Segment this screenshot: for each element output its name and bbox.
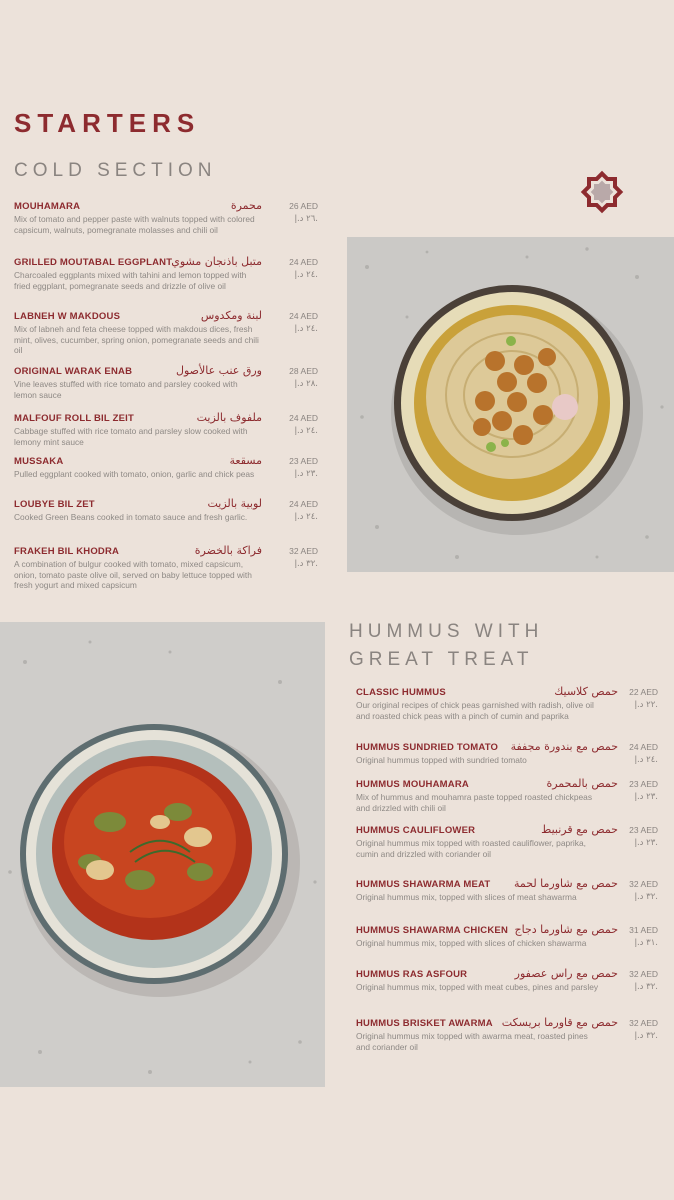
- menu-item-price: 26 AED: [289, 201, 318, 211]
- menu-item-arabic-name: حمص مع شاورما دجاج: [514, 923, 618, 936]
- menu-item-arabic-name: حمص بالمحمرة: [546, 777, 618, 790]
- menu-item-price-arabic: ٣١ د.إ.: [634, 938, 658, 948]
- hummus-bowl-image: [347, 237, 674, 572]
- menu-item-price-arabic: ٢٣ د.إ.: [634, 838, 658, 848]
- menu-item-price-arabic: ٣٢ د.إ.: [294, 559, 318, 569]
- menu-item-description: Mix of hummus and mouhamra paste topped roasted chickpeas and drizzled with chili oil: [356, 792, 593, 813]
- menu-item-name: LABNEH W MAKDOUS: [14, 311, 121, 322]
- menu-item-price: 24 AED: [629, 742, 658, 752]
- menu-item-arabic-name: مسقعة: [229, 454, 262, 467]
- menu-item-name: MALFOUF ROLL BIL ZEIT: [14, 413, 134, 424]
- star-logo-icon: [578, 168, 626, 216]
- menu-item-name: HUMMUS BRISKET AWARMA: [356, 1018, 493, 1029]
- menu-item-description: Cooked Green Beans cooked in tomato sauce and fresh garlic.: [14, 512, 248, 522]
- menu-item-description: Charcoaled eggplants mixed with tahini and lemon topped with fried eggplant, pomegranate seeds and drizzle of olive oil: [14, 270, 247, 291]
- menu-item-price: 28 AED: [289, 366, 318, 376]
- menu-item-name: HUMMUS RAS ASFOUR: [356, 969, 468, 980]
- menu-item-description: Original hummus mix, topped with slices of meat shawarma: [356, 892, 577, 902]
- menu-item-arabic-name: ملفوف بالزيت: [196, 411, 262, 424]
- hummus-section-heading: [349, 618, 649, 674]
- menu-item-description: Pulled eggplant cooked with tomato, onion, garlic and chick peas: [14, 469, 255, 479]
- menu-item-description: Original hummus topped with sundried tomato: [356, 755, 527, 765]
- menu-item-name: HUMMUS CAULIFLOWER: [356, 825, 476, 836]
- menu-item-arabic-name: ورق عنب عالأصول: [175, 364, 262, 377]
- menu-item-price-arabic: ٢٤ د.إ.: [294, 270, 318, 280]
- menu-item-arabic-name: حمص مع قرنبيط: [541, 823, 618, 836]
- menu-item-price: 32 AED: [629, 879, 658, 889]
- menu-item-name: GRILLED MOUTABAL EGGPLANT: [14, 257, 173, 268]
- menu-item-name: ORIGINAL WARAK ENAB: [14, 366, 133, 377]
- menu-item-description: Original hummus mix, topped with slices of chicken shawarma: [356, 938, 587, 948]
- okra-photo: [0, 622, 325, 1087]
- menu-item-price-arabic: ٢٤ د.إ.: [294, 512, 318, 522]
- menu-item-price: 32 AED: [289, 546, 318, 556]
- menu-item-name: HUMMUS SHAWARMA CHICKEN: [356, 925, 509, 936]
- menu-item-name: HUMMUS SUNDRIED TOMATO: [356, 742, 499, 753]
- menu-item-price: 22 AED: [629, 687, 658, 697]
- menu-item-price-arabic: ٢٣ د.إ.: [294, 469, 318, 479]
- menu-item-price: 31 AED: [629, 925, 658, 935]
- menu-item-description: A combination of bulgur cooked with tomato, mixed capsicum, onion, tomato paste olive oil, served on baby lettuce topped with fresh yogurt and mixed capsicum: [14, 559, 252, 591]
- menu-item-price-arabic: ٣٢ د.إ.: [634, 892, 658, 902]
- menu-item-name: CLASSIC HUMMUS: [356, 687, 446, 698]
- menu-item-arabic-name: فراكة بالخضرة: [194, 544, 262, 557]
- menu-item-price: 23 AED: [289, 456, 318, 466]
- menu-item-price-arabic: ٣٢ د.إ.: [634, 1031, 658, 1041]
- menu-item-price: 24 AED: [289, 311, 318, 321]
- menu-item-description: Mix of labneh and feta cheese topped with makdous dices, fresh mint, olives, cucumber, spring onion, pomegranate seeds and chili oil: [14, 324, 259, 356]
- menu-item-price-arabic: ٢٦ د.إ.: [294, 214, 318, 224]
- menu-item-arabic-name: محمرة: [230, 199, 262, 212]
- menu-item-description: Mix of tomato and pepper paste with walnuts topped with colored capsicum, walnuts, pomegranate molasses and chili oil: [14, 214, 255, 235]
- cold-section-heading: COLD SECTION: [14, 160, 217, 181]
- menu-item-arabic-name: حمص كلاسيك: [554, 685, 618, 698]
- hummus-heading-line2: GREAT TREAT: [349, 649, 534, 670]
- menu-item-price-arabic: ٢٤ د.إ.: [634, 755, 658, 765]
- menu-item-name: FRAKEH BIL KHODRA: [14, 546, 120, 557]
- menu-item-description: Original hummus mix, topped with meat cubes, pines and parsley: [356, 982, 599, 992]
- menu-item-price: 32 AED: [629, 969, 658, 979]
- menu-item-price: 23 AED: [629, 779, 658, 789]
- menu-item-name: LOUBYE BIL ZET: [14, 499, 95, 510]
- menu-item-name: HUMMUS SHAWARMA MEAT: [356, 879, 491, 890]
- menu-item-price: 23 AED: [629, 825, 658, 835]
- menu-item-price-arabic: ٢٤ د.إ.: [294, 426, 318, 436]
- menu-item-price: 24 AED: [289, 413, 318, 423]
- menu-item-arabic-name: حمص مع شاورما لحمة: [513, 877, 618, 890]
- menu-item-description: Vine leaves stuffed with rice tomato and parsley cooked with lemon sauce: [14, 379, 238, 400]
- menu-item-price-arabic: ٣٢ د.إ.: [634, 982, 658, 992]
- okra-bowl-image: [0, 622, 325, 1087]
- menu-item-arabic-name: متبل باذنجان مشوي: [171, 255, 262, 268]
- menu-item-name: MUSSAKA: [14, 456, 64, 467]
- menu-item-price: 24 AED: [289, 257, 318, 267]
- menu-item-arabic-name: حمص مع راس عصفور: [514, 967, 618, 980]
- menu-item-arabic-name: لبنة ومكدوس: [200, 309, 262, 322]
- menu-item-description: Original hummus mix topped with awarma meat, roasted pines and coriander oil: [356, 1031, 588, 1052]
- menu-item-name: MOUHAMARA: [14, 201, 81, 212]
- starters-heading: STARTERS: [14, 108, 201, 138]
- hummus-heading-line1: HUMMUS WITH: [349, 621, 544, 642]
- hummus-photo: [347, 237, 674, 572]
- menu-item-price-arabic: ٢٤ د.إ.: [294, 324, 318, 334]
- menu-item-description: Original hummus mix topped with roasted cauliflower, paprika, cumin and drizzled with coriander oil: [356, 838, 586, 859]
- menu-item-arabic-name: لوبية بالزيت: [207, 497, 262, 510]
- menu-item-price-arabic: ٢٣ د.إ.: [634, 792, 658, 802]
- menu-item-description: Our original recipes of chick peas garnished with radish, olive oil and roasted chick peas with a pinch of cumin and paprika: [356, 700, 594, 721]
- menu-item-arabic-name: حمص مع بندورة مجففة: [510, 740, 618, 753]
- menu-item-arabic-name: حمص مع قاورما بريسكت: [501, 1016, 618, 1029]
- menu-item-name: HUMMUS MOUHAMARA: [356, 779, 469, 790]
- menu-item-price: 24 AED: [289, 499, 318, 509]
- menu-item-price: 32 AED: [629, 1018, 658, 1028]
- menu-item-price-arabic: ٢٢ د.إ.: [634, 700, 658, 710]
- menu-item-price-arabic: ٢٨ د.إ.: [294, 379, 318, 389]
- menu-item-description: Cabbage stuffed with rice tomato and parsley slow cooked with lemony mint sauce: [14, 426, 248, 447]
